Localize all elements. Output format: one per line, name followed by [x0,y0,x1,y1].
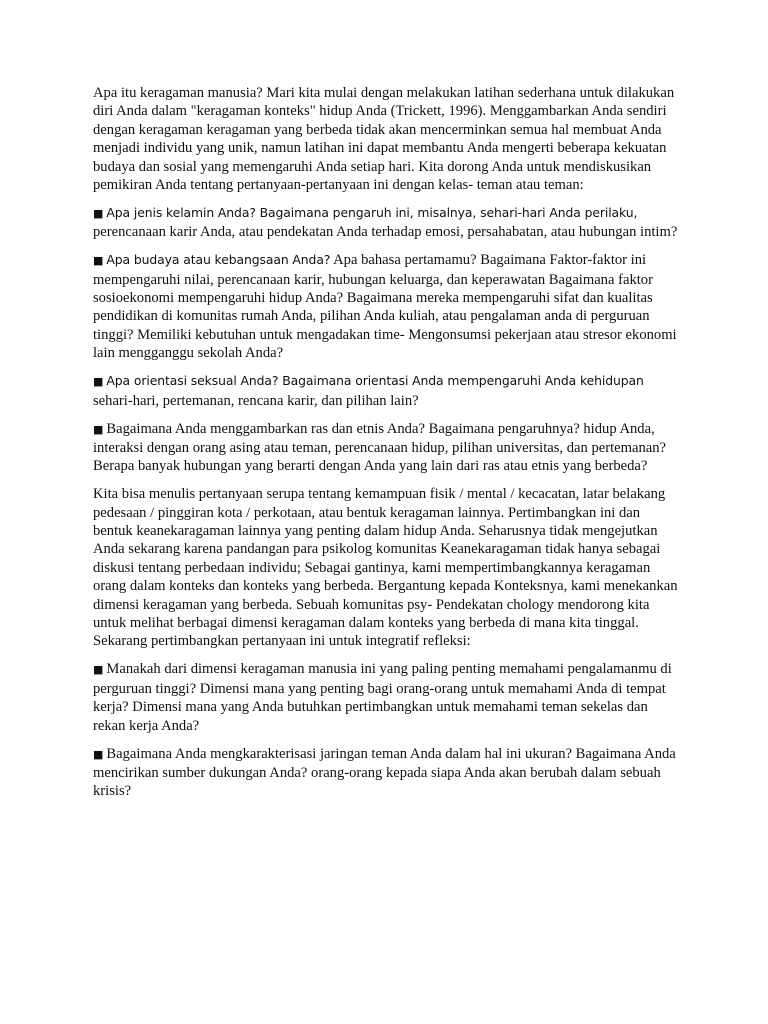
bullet-lead-text: Apa jenis kelamin Anda? Bagaimana pengaruh ini, misalnya, sehari-hari Anda perilaku, [106,204,638,220]
bullet-square-icon: ■ [93,663,104,677]
bullet-rest-text: Bagaimana Anda menggambarkan ras dan etnis Anda? Bagaimana pengaruhnya? hidup Anda, interaksi dengan orang asing atau teman, perencanaan hidup, pilihan universitas, dan pertemanan? Berapa banyak hubungan yang berarti dengan Anda yang lain dari ras atau etnis yang berbeda? [93,420,666,475]
bullet-rest-text: perencanaan karir Anda, atau pendekatan Anda terhadap emosi, persahabatan, atau hubungan intim? [93,224,678,241]
bullet-rest-text: Bagaimana Anda mengkarakterisasi jaringan teman Anda dalam hal ini ukuran? Bagaimana Anda mencirikan sumber dukungan Anda? orang-orang kepada siapa Anda akan berubah dalam sebuah krisis? [93,745,676,800]
bullet-lead-text: Apa orientasi seksual Anda? Bagaimana orientasi Anda mempengaruhi Anda kehidupan [106,373,644,389]
bullet-square-icon: ■ [93,422,104,436]
bullet-culture [93,251,683,362]
bullet-network [93,745,683,801]
middle-paragraph: Kita bisa menulis pertanyaan serupa tentang kemampuan fisik / mental / kecacatan, latar belakang pedesaan / pinggiran kota / perkotaan, atau bentuk keragaman lainnya. Pertimbangkan ini dan bentuk keanekaragaman lainnya yang penting dalam hidup Anda. Seharusnya tidak mengejutkan Anda sekarang karena pandangan para psikolog komunitas Keanekaragaman tidak hanya sebagai diskusi tentang perbedaan individu; Sebagai gantinya, kami mempertimbangkannya keragaman orang dalam konteks dan konteks yang berbeda. Bergantung kepada Konteksnya, kami menekankan dimensi keragaman yang berbeda. Sebuah komunitas psy- Pendekatan chology mendorong kita untuk melihat berbagai dimensi keragaman dalam konteks yang berbeda di mana kita tinggal. Sekarang pertimbangkan pertanyaan ini untuk integratif refleksi: [93,486,678,650]
document-page [93,84,683,810]
bullet-square-icon: ■ [93,254,104,268]
bullet-rest-text: Manakah dari dimensi keragaman manusia ini yang paling penting memahami pengalamanmu di perguruan tinggi? Dimensi mana yang penting bagi orang-orang untuk memahami Anda di tempat kerja? Dimensi mana yang Anda butuhkan pertimbangkan untuk memahami teman sekelas dan rekan kerja Anda? [93,661,672,734]
bullet-dimensions [93,660,683,735]
bullet-rest-text: Apa bahasa pertamamu? Bagaimana Faktor-faktor ini mempengaruhi nilai, perencanaan karir, hubungan keluarga, dan keperawatan Bagaimana faktor sosioekonomi mempengaruhi hidup Anda? Bagaimana mereka mempengaruhi sifat dan kualitas pendidikan di komunitas rumah Anda, pilihan Anda kuliah, atau pengalaman anda di perguruan tinggi? Memiliki kebutuhan untuk mengadakan time- Mengonsumsi pekerjaan atau stresor ekonomi lain mengganggu sekolah Anda? [93,252,677,362]
bullet-rest-text: sehari-hari, pertemanan, rencana karir, dan pilihan lain? [93,392,419,409]
bullet-orientation [93,372,683,410]
bullet-square-icon: ■ [93,206,104,220]
intro-paragraph: Apa itu keragaman manusia? Mari kita mulai dengan melakukan latihan sederhana untuk dilakukan diri Anda dalam "keragaman konteks" hidup Anda (Trickett, 1996). Menggambarkan Anda sendiri dengan keragaman keragaman yang berbeda tidak akan mencerminkan semua hal membuat Anda menjadi individu yang unik, namun latihan ini dapat membantu Anda mengerti beberapa kekuatan budaya dan sosial yang memengaruhi Anda setiap hari. Kita dorong Anda untuk mendiskusikan pemikiran Anda tentang pertanyaan-pertanyaan ini dengan kelas- teman atau teman: [93,85,675,194]
bullet-square-icon: ■ [93,375,104,389]
bullet-race [93,420,683,476]
bullet-gender [93,204,683,242]
bullet-square-icon: ■ [93,747,104,761]
bullet-lead-text: Apa budaya atau kebangsaan Anda? [106,252,331,268]
